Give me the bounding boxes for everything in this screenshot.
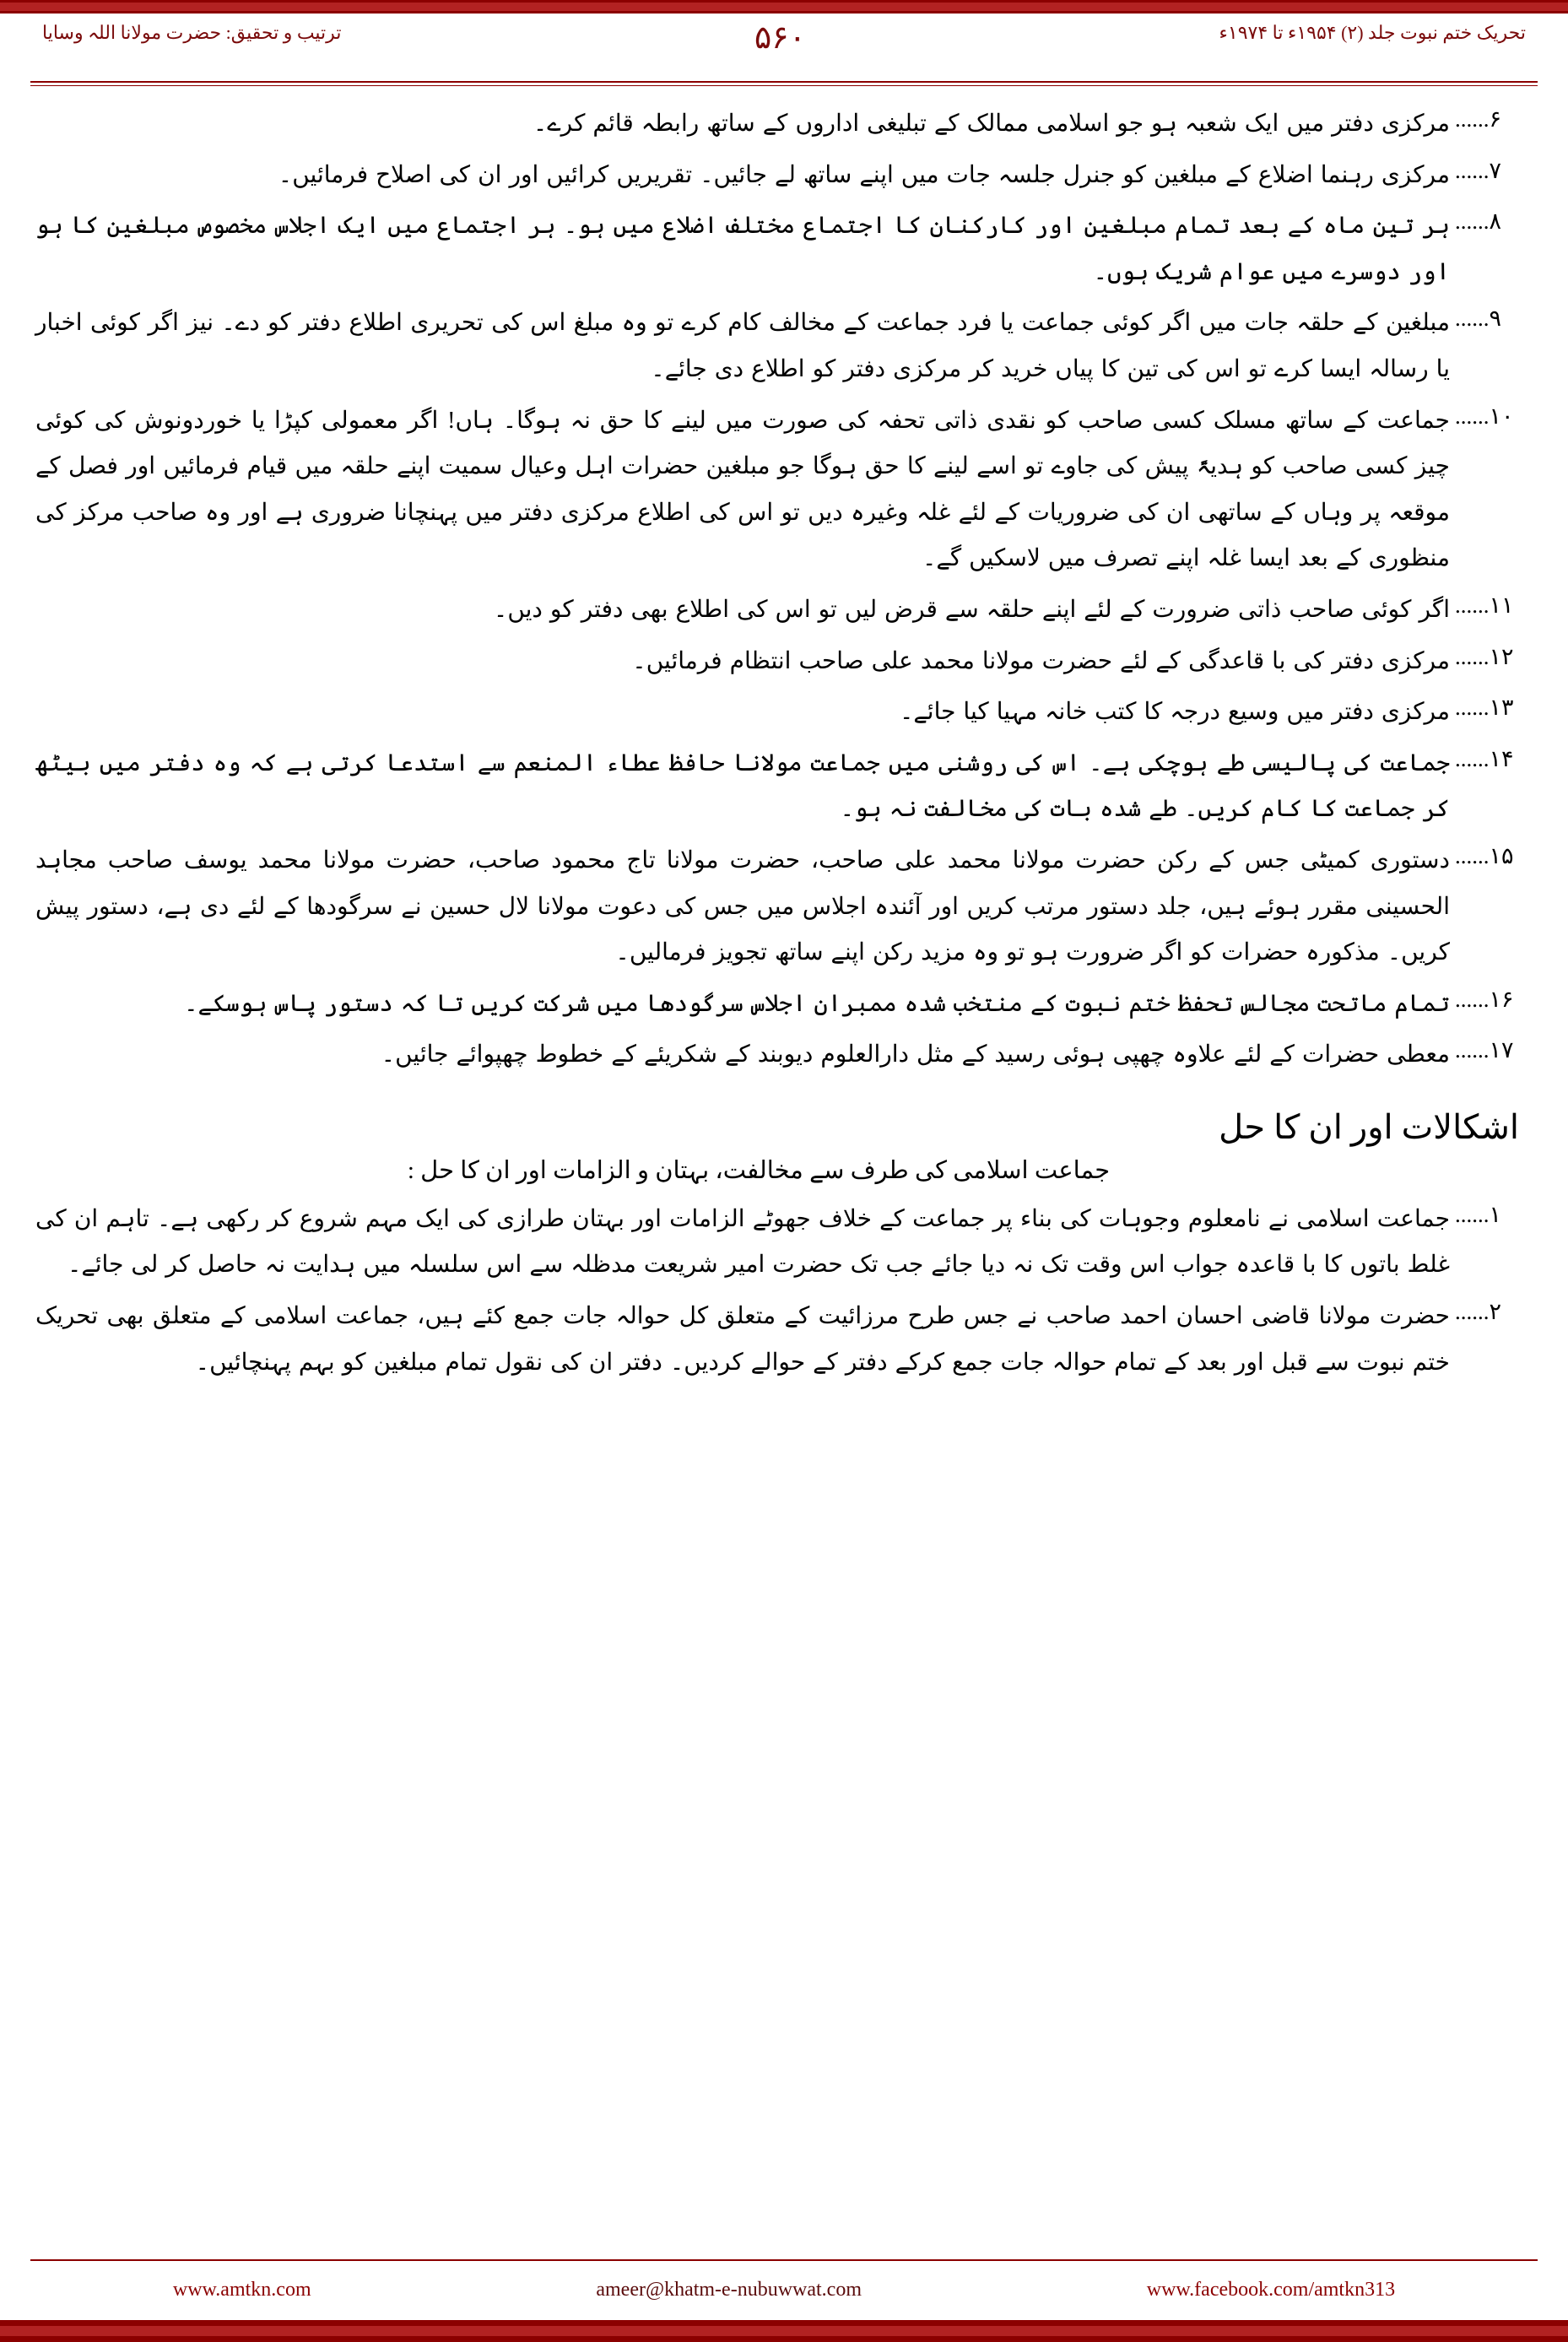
list-item-index: ۲ <box>1489 1299 1502 1325</box>
footer-facebook-link[interactable]: www.facebook.com/amtkn313 <box>1146 2278 1396 2301</box>
list-item-number <box>1455 838 1533 869</box>
list-item-text: مرکزی دفتر میں وسیع درجہ کا کتب خانہ مہیا کیا جائے۔ <box>899 699 1450 726</box>
list-item-number <box>1455 741 1533 772</box>
section-subheading: جماعت اسلامی کی طرف سے مخالفت، بہتان و الزامات اور ان کا حل : <box>407 1156 1111 1184</box>
page-header <box>34 19 1534 78</box>
list-item-index: ۱۳ <box>1489 695 1514 721</box>
list-item-text: جماعت کے ساتھ مسلک کسی صاحب کو نقدی ذاتی تحفہ کی صورت میں لینے کا حق نہ ہوگا۔ ہاں! اگر معمولی کپڑا یا خوردونوش کی کوئی چیز کسی صاحب کو ہدیۃً پیش کی جاوے تو اسے لینے کا حق ہوگا جو مبلغین حضرات اہل وعیال سمیت اپنے حلقہ میں قیام فرمائیں اور فصل کے موقعہ پر وہاں کے ساتھی ان کی ضروریات کے لئے غلہ وغیرہ دیں تو اس کی اطلاع مرکزی دفتر میں پہنچانا ضروری ہے اور وہ صاحب مرکز کی منظوری کے بعد ایسا غلہ اپنے تصرف میں لاسکیں گے۔ <box>35 407 1450 572</box>
list-item-number <box>1455 398 1533 430</box>
list-item-index: ۷ <box>1489 157 1502 183</box>
leader-dots: ...... <box>1455 842 1490 868</box>
list-item-text: مرکزی دفتر کی با قاعدگی کے لئے حضرت مولانا محمد علی صاحب انتظام فرمائیں۔ <box>632 647 1450 674</box>
leader-dots: ...... <box>1455 403 1490 429</box>
list-item-index: ۱ <box>1489 1201 1502 1227</box>
page-footer <box>30 2266 1538 2313</box>
list-item <box>35 398 1533 582</box>
footer-website-link[interactable]: www.amtkn.com <box>172 2278 311 2301</box>
list-item <box>35 690 1533 736</box>
list-item <box>35 639 1533 685</box>
leader-dots: ...... <box>1455 1201 1490 1227</box>
section-heading: اشکالات اور ان کا حل <box>1219 1107 1519 1146</box>
list-item-number <box>1455 300 1533 332</box>
list-item-text: ہر تین ماہ کے بعد تمام مبلغین اور کارکنان کا اجتماع مختلف اضلاع میں ہو۔ ہر اجتماع میں ایک اجلاس مخصوص مبلغین کا ہو اور دوسرے میں عوام شریک ہوں۔ <box>35 213 1451 285</box>
top-bar-inner-stripe <box>0 3 1568 11</box>
leader-dots: ...... <box>1455 157 1490 183</box>
header-compiler: ترتیب و تحقیق: حضرت مولانا اللہ وسایا <box>42 22 342 43</box>
leader-dots: ...... <box>1455 1037 1490 1063</box>
list-item-index: ۱۷ <box>1489 1037 1514 1063</box>
list-item-text: معطی حضرات کے لئے علاوہ چھپی ہوئی رسید کے مثل دارالعلوم دیوبند کے شکریئے کے خطوط چھپوائے جائیں۔ <box>381 1041 1450 1068</box>
list-item-index: ۱۴ <box>1489 745 1514 771</box>
header-rule-secondary <box>30 85 1538 86</box>
list-item-text: تمام ماتحت مجالس تحفظ ختم نبوت کے منتخب شدہ ممبران اجلاس سرگودھا میں شرکت کریں تا کہ دستور پاس ہوسکے۔ <box>184 990 1450 1017</box>
list-item <box>35 982 1533 1028</box>
list-item-number <box>1455 101 1533 133</box>
list-item-number <box>1455 153 1533 184</box>
leader-dots: ...... <box>1455 695 1490 721</box>
list-item-index: ۱۲ <box>1489 643 1514 669</box>
list-item-text: حضرت مولانا قاضی احسان احمد صاحب نے جس طرح مرزائیت کے متعلق کل حوالہ جات جمع کئے ہیں، جماعت اسلامی کے متعلق بھی تحریک ختم نبوت سے قبل اور بعد کے تمام حوالہ جات جمع کرکے دفتر کے حوالے کردیں۔ دفتر ان کی نقول تمام مبلغین کو بہم پہنچائیں۔ <box>35 1303 1450 1376</box>
list-item-index: ۱۱ <box>1489 592 1514 618</box>
leader-dots: ...... <box>1455 1299 1490 1325</box>
list-item-text: دستوری کمیٹی جس کے رکن حضرت مولانا محمد علی صاحب، حضرت مولانا تاج محمود صاحب، حضرت مولانا محمد یوسف صاحب مجاہد الحسینی مقرر ہوئے ہیں، جلد دستور مرتب کریں اور آئندہ اجلاس میں جس کی دعوت مولانا لال حسین نے سرگودھا کے لئے دی ہے، دستور پیش کریں۔ مذکورہ حضرات کو اگر ضرورت ہو تو وہ مزید رکن اپنے ساتھ تجویز فرمالیں۔ <box>35 846 1450 966</box>
list-item <box>35 587 1533 634</box>
list-item <box>35 1197 1533 1289</box>
page-content <box>35 101 1533 1391</box>
leader-dots: ...... <box>1455 745 1490 771</box>
footer-rule <box>30 2259 1538 2261</box>
list-item-text: مرکزی رہنما اضلاع کے مبلغین کو جنرل جلسہ جات میں اپنے ساتھ لے جائیں۔ تقریریں کرائیں اور ان کی اصلاح فرمائیں۔ <box>278 161 1450 188</box>
leader-dots: ...... <box>1455 643 1490 669</box>
list-item <box>35 153 1533 199</box>
list-item-text: مرکزی دفتر میں ایک شعبہ ہو جو اسلامی ممالک کے تبلیغی اداروں کے ساتھ رابطہ قائم کرے۔ <box>533 111 1450 137</box>
list-item-number <box>1455 587 1533 619</box>
list-item-text: اگر کوئی صاحب ذاتی ضرورت کے لئے اپنے حلقہ سے قرض لیں تو اس کی اطلاع بھی دفتر کو دیں۔ <box>493 596 1450 623</box>
list-item-number <box>1455 982 1533 1013</box>
list-item <box>35 203 1533 295</box>
list-item-text: مبلغین کے حلقہ جات میں اگر کوئی جماعت یا فرد جماعت کے مخالف کام کرے تو وہ مبلغ اس کی تحریری اطلاع دفتر کو دے۔ نیز اگر کوئی اخبار یا رسالہ ایسا کرے تو اس کی تین کا پیاں خرید کر مرکزی دفتر کو اطلاع دی جائے۔ <box>35 310 1450 382</box>
list-item <box>35 1032 1533 1079</box>
leader-dots: ...... <box>1455 106 1490 132</box>
bottom-bar-inner-stripe <box>0 2326 1568 2336</box>
leader-dots: ...... <box>1455 306 1490 332</box>
list-item-index: ۱۰ <box>1489 403 1514 429</box>
header-rule <box>30 81 1538 83</box>
list-item-text: جماعت کی پالیسی طے ہوچکی ہے۔ اس کی روشنی میں جماعت مولانا حافظ عطاء المنعم سے استدعا کرتی ہے کہ وہ دفتر میں بیٹھ کر جماعت کا کام کریں۔ طے شدہ بات کی مخالفت نہ ہو۔ <box>35 749 1450 823</box>
list-item-index: ۱۵ <box>1489 842 1514 868</box>
list-item-number <box>1455 1032 1533 1063</box>
header-book-title: تحریک ختم نبوت جلد (۲) ۱۹۵۴ء تا ۱۹۷۴ء <box>1219 22 1526 43</box>
leader-dots: ...... <box>1455 592 1490 618</box>
list-item-number <box>1455 1197 1533 1228</box>
list-item <box>35 101 1533 148</box>
list-item-index: ۶ <box>1489 106 1502 132</box>
footer-email-link[interactable]: ameer@khatm-e-nubuwwat.com <box>596 2278 862 2301</box>
page-number: ۵۶۰ <box>754 20 807 56</box>
list-item-index: ۱۶ <box>1489 986 1514 1012</box>
bottom-decorative-bar <box>0 2320 1568 2342</box>
list-item-number <box>1455 690 1533 721</box>
leader-dots: ...... <box>1455 986 1490 1012</box>
list-item-number <box>1455 1294 1533 1325</box>
leader-dots: ...... <box>1455 208 1490 235</box>
list-item <box>35 1294 1533 1386</box>
top-decorative-bar <box>0 0 1568 14</box>
list-item-index: ۸ <box>1489 208 1502 235</box>
list-item <box>35 741 1533 833</box>
list-item-index: ۹ <box>1489 306 1502 332</box>
list-item-text: جماعت اسلامی نے نامعلوم وجوہات کی بناء پر جماعت کے خلاف جھوٹے الزامات اور بہتان طرازی کی ایک مہم شروع کر رکھی ہے۔ تاہم ان کی غلط باتوں کا با قاعدہ جواب اس وقت تک نہ دیا جائے جب تک حضرت امیر شریعت مدظلہ سے اس سلسلہ میں ہدایت نہ حاصل کر لی جائے۔ <box>35 1205 1451 1279</box>
list-item <box>35 300 1533 392</box>
list-item-number <box>1455 639 1533 670</box>
list-item-number <box>1455 203 1533 235</box>
list-item <box>35 838 1533 976</box>
